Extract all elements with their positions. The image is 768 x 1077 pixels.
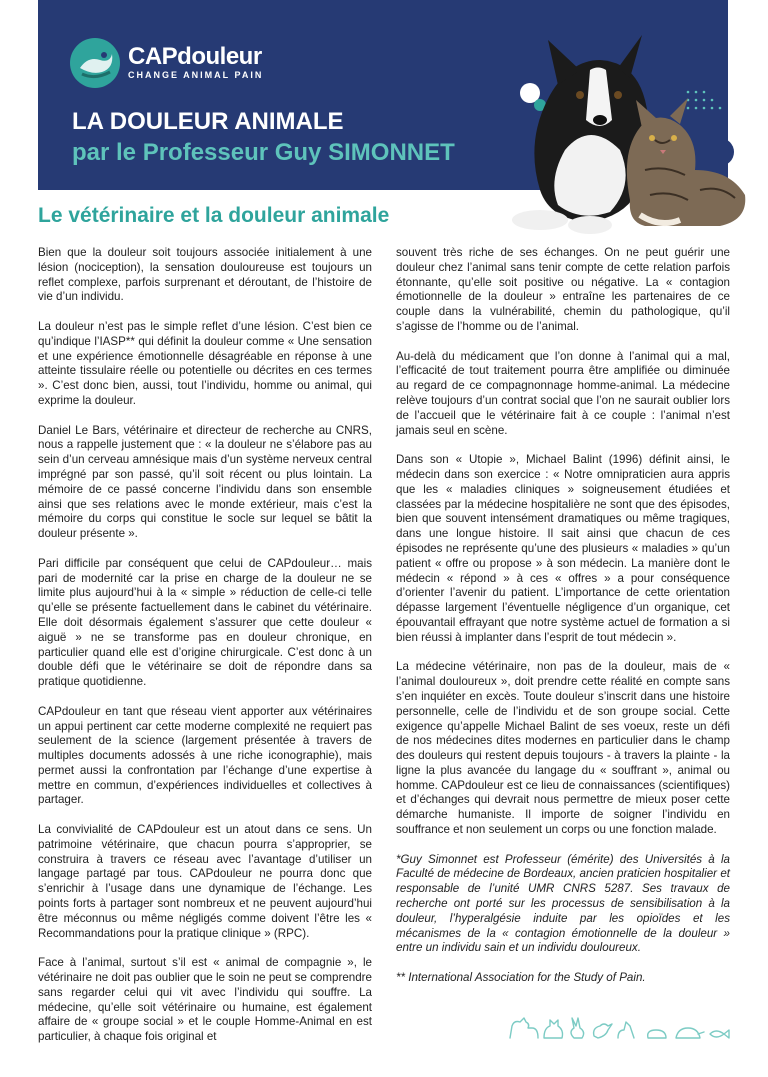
author-note: *Guy Simonnet est Professeur (émérite) des Universités à la Faculté de médecine de Bordeaux, ancien praticien hospitalier et responsable de l’unité UMR CNRS 5287. Ses travaux de recherche ont porté sur les processus de sensibilisation à la douleur, l’hyperalgésie induite par les opioïdes et les mécanismes de la « contagion émotionnelle de la douleur » entre un individu sain et un individu douloureux. (396, 852, 730, 955)
logo-name: CAPdouleur (128, 43, 262, 70)
paragraph: Dans son « Utopie », Michael Balint (1996) définit ainsi, le médecin dans son exercice : « Notre omnipraticien aura appris que les « maladies cliniques » soigneusement étudiées et classées par la médecine hospitalière ne sont que des épisodes, bien que souvent intensément dramatiques ou même tragiques, dans une longue histoire. Il sait ainsi que chacun de ces épisodes ne représente qu’une des plusieurs « maladies » qu’un patient « offre ou propose » à son médecin. La manière dont le médecin « répond » à ces « offres » a pour conséquence d’orienter l’avenir du patient. L’importance de cette orientation dépasse largement l’éventuelle négligence d’un organique, cet épouvantail effrayant que notre système actuel de formation a si bien réussi à implanter dans l’esprit de tout médecin ». (396, 453, 730, 644)
paragraph: Bien que la douleur soit toujours associée initialement à une lésion (nociception), la sensation douloureuse est toujours un reflet complexe, parfois surprenant et déroutant, de l’histoire de vie d’un individu. (38, 246, 372, 304)
paragraph: Daniel Le Bars, vétérinaire et directeur de recherche au CNRS, nous a rappelle justement que : « la douleur ne s’élabore pas au sein d’un cerveau amnésique mais d’un système nerveux central imprégné par son passé, qu’il soit récent ou plus lointain. La mémoire de ce passé concerne l’individu dans son ensemble ainsi que ses relations avec le monde extérieur, mais c’est la mémoire du corps qui constitue le socle sur lequel se bâtit la douleur présente ». (38, 423, 372, 541)
paragraph: Au-delà du médicament que l’on donne à l’animal qui a mal, l’efficacité de tout traitement pourra être amplifiée ou diminuée au regard de ce compagnonnage homme-animal. La médecine relève toujours d’un contrat social que l’on ne saurait oublier lors de l’accueil que le vétérinaire fait à ce couple : l’animal n’est jamais seul en scène. (396, 349, 730, 437)
section-title: Le vétérinaire et la douleur animale (38, 204, 390, 227)
paragraph: Face à l’animal, surtout s’il est « animal de compagnie », le vétérinaire ne doit pas oublier que le soin ne peut se comprendre sans regarder celui qui vit avec l’individu qui souffre. La médecine, qu’elle soit vétérinaire ou humaine, est également affaire de « groupe social » et le couple Homme-Animal en est particulier, à chaque fois original et (38, 956, 372, 1044)
paragraph: La convivialité de CAPdouleur est un atout dans ce sens. Un patrimoine vétérinaire, que chacun pourra s’approprier, se construira à travers ce réseau avec l’avantage d’utiliser un langage partagé par tous. CAPdouleur ne pourra donc que s’enrichir à l’usage dans une dynamique de l’échange. Les points forts à partager sont nombreux et ne peuvent aujourd’hui être méconnus ou même négligés comme doivent l’être les « Recommandations pour la pratique clinique » (RPC). (38, 823, 372, 940)
logo (70, 38, 263, 88)
paragraph: Pari difficile par conséquent que celui de CAPdouleur… mais pari de modernité car la prise en charge de la douleur ne se limite plus aujourd’hui à la « simple » réduction de celle-ci telle qu’elle se présente factuellement dans le cabinet du vétérinaire. Elle doit désormais également s’assurer que cette douleur « aiguë » ne se transforme pas en douleur chronique, en particulier quand elle est d’origine chirurgicale. C’est donc à un double défi que le vétérinaire se doit de répondre dans sa pratique quotidienne. (38, 556, 372, 689)
footnote: ** International Association for the Study of Pain. (396, 971, 646, 985)
page-title: LA DOULEUR ANIMALE (72, 108, 344, 135)
logo-tagline: CHANGE ANIMAL PAIN (128, 70, 264, 80)
paragraph: La douleur n’est pas le simple reflet d’une lésion. C’est bien ce qu’indique l’IASP** qui définit la douleur comme « Une sensation et une expérience émotionnelle désagréable en réponse à une atteinte tissulaire réelle ou potentielle ou décrites en ces termes ». C’est donc bien, aussi, tout l’individu, homme ou animal, qui exprime la douleur. (38, 319, 372, 407)
paragraph: La médecine vétérinaire, non pas de la douleur, mais de « l’animal douloureux », doit prendre cette réalité en compte sans s’en inquiéter en excès. Toute douleur s’inscrit dans une histoire personnelle, celle de l’individu et de son groupe social. Cette exigence qu’appelle Michael Balint de ses voeux, reste un défi de nos médecines dites modernes en particulier dans le champ des douleurs qui restent depuis toujours - à travers la plainte - la ligne la plus avancée du langage du « souffrant », animal ou homme. CAPdouleur est ce lieu de connaissances (scientifiques) et d’échanges qui devrait nous permettre de mieux poser cette démarche humaniste. Il importe de soigner l’individu en souffrance et non seulement un corps ou une fonction malade. (396, 660, 730, 837)
article-column-right (396, 246, 730, 1001)
article-column-left (38, 246, 372, 1060)
page-subtitle: par le Professeur Guy SIMONNET (72, 139, 455, 166)
animal-silhouettes-icon (508, 1012, 730, 1042)
paragraph: souvent très riche de ses échanges. On ne peut guérir une douleur chez l’animal sans tenir compte de cette relation parfois étonnante, qu’elle soit positive ou négative. La « contagion émotionnelle de la douleur » entraîne les partenaires de ce couple dans la vulnérabilité, chemin du pathologique, qu’il s’agisse de l’homme ou de l’animal. (396, 246, 730, 333)
logo-emblem-icon (70, 38, 120, 88)
paragraph: CAPdouleur en tant que réseau vient apporter aux vétérinaires un appui pertinent car cette moderne complexité ne requiert pas seulement de la science (largement présentée à travers de multiples documents adossés à une riche iconographie), mais permet aussi la confrontation par l’échange d’une expertise à mettre en commun, d’expériences individuelles et collectives à partager. (38, 704, 372, 807)
dog-and-cat-photo (430, 0, 768, 240)
